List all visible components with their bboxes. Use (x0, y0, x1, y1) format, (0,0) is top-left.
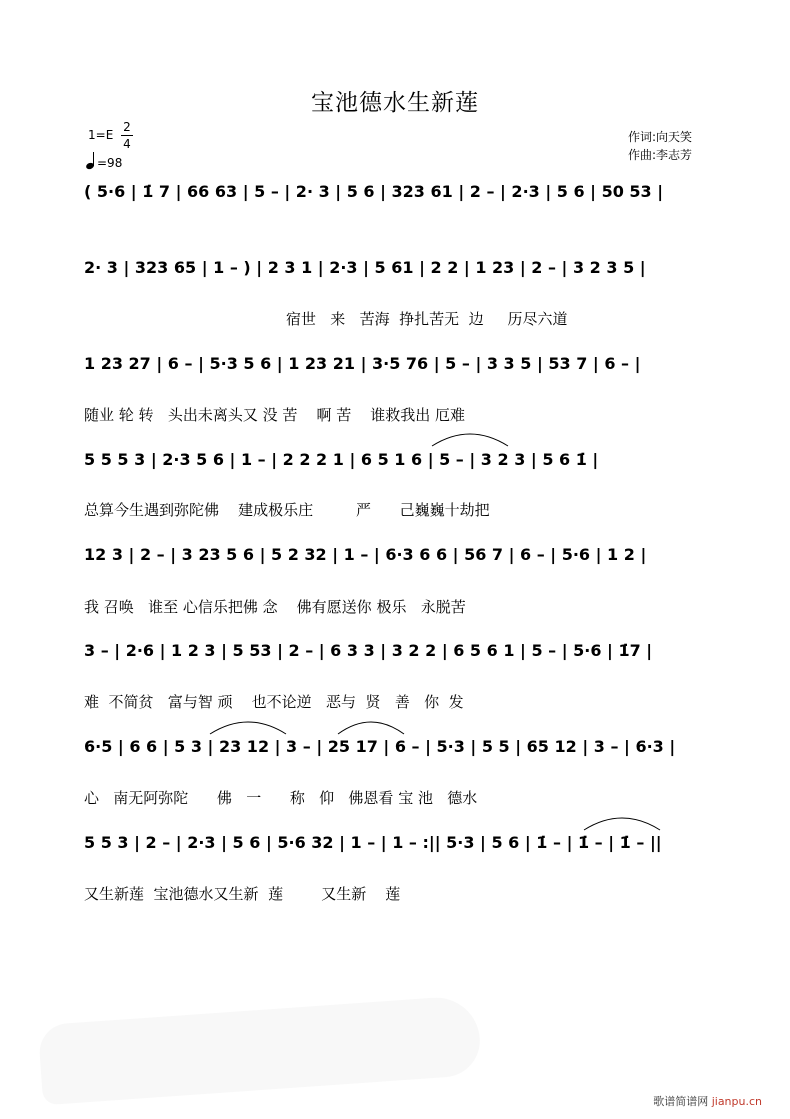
notation-line-3: 1 23 27 | 6 – | 5·3 5 6 | 1 23 21 | 3·5 76 | 5 – | 3 3 5 | 53 7 | 6 – | (84, 353, 641, 373)
time-signature (121, 120, 133, 151)
lyric-line-3: 随业 轮 转 头出未离头又 没 苦 啊 苦 谁救我出 厄难 (84, 406, 466, 424)
time-signature-bottom: 4 (123, 137, 131, 151)
notation-line-7: 6·5 | 6 6 | 5 3 | 23 12 | 3 – | 25 17 | 6 – | 5·3 | 5 5 | 65 12 | 3 – | 6·3 | (84, 736, 676, 756)
tempo-marking (86, 152, 122, 170)
lyric-line-4: 总算今生遇到弥陀佛 建成极乐庄 严 己巍巍十劫把 (84, 501, 490, 519)
lyric-line-7: 心 南无阿弥陀 佛 一 称 仰 佛恩看 宝 池 德水 (84, 789, 478, 807)
notation-line-1: ( 5·6 | 1̇ 7 | 66 63 | 5 – | 2· 3 | 5 6 | 323 61 | 2 – | 2·3 | 5 6 | 50 53 | (84, 181, 664, 201)
notation-line-2: 2· 3 | 323 65 | 1 – ) | 2 3 1 | 2·3 | 5 61 | 2 2 | 1 23 | 2 – | 3 2 3 5 | (84, 257, 646, 277)
notation-line-4: 5 5 5 3 | 2·3 5 6 | 1 – | 2 2 2 1 | 6 5 1 6 | 5 – | 3 2 3 | 5 6 1̇ | (84, 449, 599, 469)
site-url[interactable]: jianpu.cn (711, 1095, 762, 1108)
site-name: 歌谱简谱网 (653, 1095, 709, 1108)
background-smudge (38, 995, 483, 1105)
lyric-line-2: 宿世 来 苦海 挣扎苦无 边 历尽六道 (286, 310, 568, 328)
slur-icon (208, 716, 288, 736)
lyric-line-5: 我 召唤 谁至 心信乐把佛 念 佛有愿送你 极乐 永脱苦 (84, 598, 466, 616)
lyricist-credit: 作词:向天笑 (628, 130, 693, 144)
notation-line-8: 5 5 3 | 2 – | 2·3 | 5 6 | 5·6 32 | 1 – | 1 – :|| 5·3 | 5 6 | 1̇ – | 1̇ – | 1̇ – || (84, 832, 662, 852)
quarter-note-icon (86, 152, 95, 170)
composer-credit: 作曲:李志芳 (628, 148, 693, 162)
lyric-line-8: 又生新莲 宝池德水又生新 莲 又生新 莲 (84, 885, 401, 903)
slur-icon (336, 716, 406, 736)
lyric-line-6: 难 不简贫 富与智 顽 也不论逆 恶与 贤 善 你 发 (84, 693, 464, 711)
slur-icon (430, 428, 510, 448)
site-footer (653, 1093, 762, 1109)
song-title: 宝池德水生新莲 (311, 90, 479, 116)
notation-line-5: 12 3 | 2 – | 3 23 5 6 | 5 2 32 | 1 – | 6·3 6 6 | 56 7 | 6 – | 5·6 | 1 2 | (84, 544, 647, 564)
key-signature: 1=E (88, 128, 114, 142)
tempo-value: =98 (97, 156, 123, 170)
slur-icon (582, 812, 662, 832)
time-signature-top: 2 (123, 120, 131, 134)
notation-line-6: 3 – | 2·6 | 1 2 3 | 5 53 | 2 – | 6 3 3 | 3 2 2 | 6 5 6 1 | 5 – | 5·6 | 1̇7 | (84, 640, 653, 660)
